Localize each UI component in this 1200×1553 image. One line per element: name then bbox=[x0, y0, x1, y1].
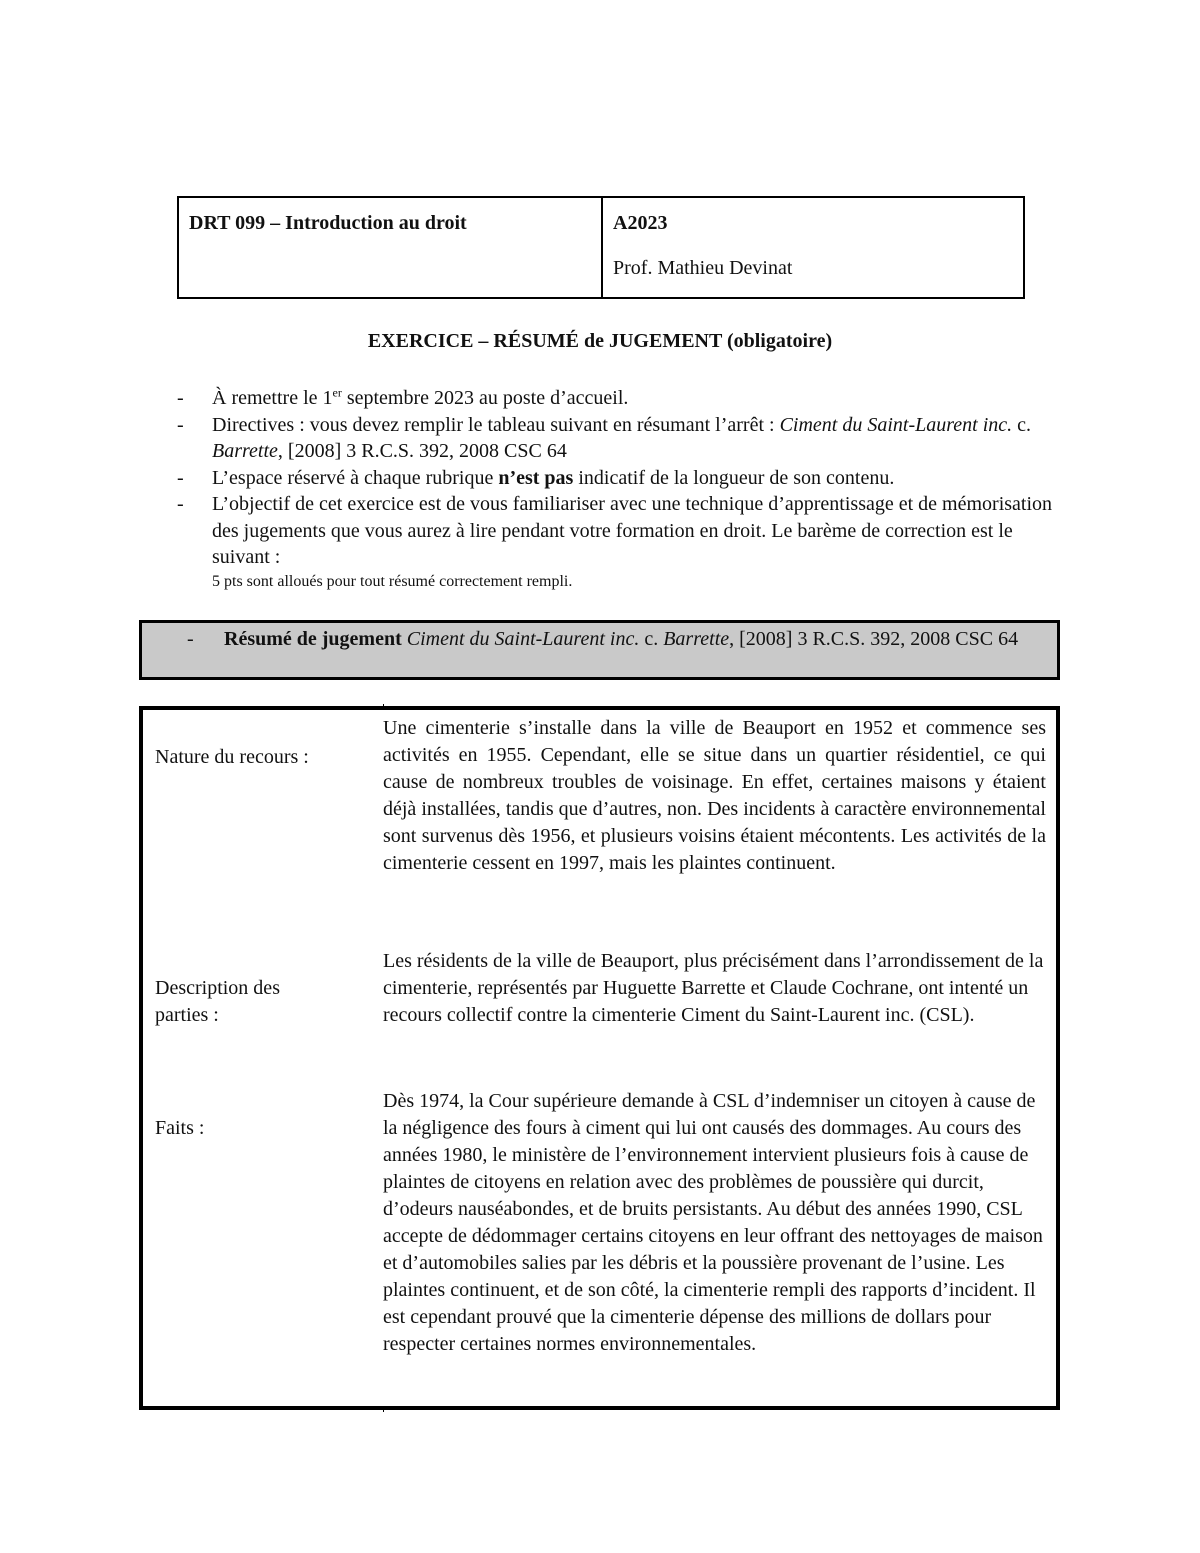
list-dash: - bbox=[177, 466, 184, 489]
list-dash: - bbox=[177, 387, 184, 409]
row-content-parties: Les résidents de la ville de Beauport, plus précisément dans l’arrondissement de la cimenterie, représentés par Huguette Barrette et Claude Cochrane, ont intenté un recours collectif contre la cimenterie Ciment du Saint-Laurent inc. (CSL). bbox=[383, 950, 1044, 1026]
instructions-text: Directives : vous devez remplir le tableau suivant en résumant l’arrêt : bbox=[212, 413, 780, 436]
directive-item-instructions bbox=[177, 412, 1067, 465]
summary-case-citation: , [2008] 3 R.C.S. 392, 2008 CSC 64 bbox=[729, 628, 1019, 650]
professor-name: Prof. Mathieu Devinat bbox=[613, 257, 793, 279]
row-label-nature: Nature du recours : bbox=[155, 746, 309, 768]
course-title: DRT 099 – Introduction au droit bbox=[189, 212, 467, 234]
ordinal-superscript: er bbox=[332, 385, 342, 400]
objective-text: L’objectif de cet exercice est de vous familiariser avec une technique d’apprentissage et de mémorisation des jugements que vous aurez à lire pendant votre formation en droit. Le barème de correction est le suivant : bbox=[212, 493, 1053, 568]
summary-banner bbox=[139, 620, 1060, 680]
list-dash: - bbox=[187, 628, 194, 650]
space-note-emphasis: n’est pas bbox=[498, 466, 574, 489]
table-row-facts bbox=[143, 1088, 1056, 1358]
exercise-title: EXERCICE – RÉSUMÉ de JUGEMENT (obligatoire) bbox=[367, 330, 833, 352]
term-professor-cell bbox=[603, 198, 1023, 297]
space-note-text: L’espace réservé à chaque rubrique bbox=[212, 466, 499, 489]
row-label-facts: Faits : bbox=[155, 1117, 205, 1139]
column-divider-bottom bbox=[383, 1406, 384, 1412]
table-row-nature bbox=[143, 715, 1056, 877]
summary-case-party-b: Barrette bbox=[663, 628, 730, 650]
summary-case-versus: c. bbox=[639, 628, 664, 650]
course-title-cell bbox=[179, 198, 603, 297]
summary-table bbox=[139, 706, 1060, 1410]
deadline-text: À remettre le 1 bbox=[212, 387, 333, 409]
row-label-parties: Description des parties : bbox=[155, 977, 280, 1026]
course-header-table bbox=[177, 196, 1025, 299]
grading-scale-note: 5 pts sont alloués pour tout résumé correctement rempli. bbox=[212, 572, 573, 590]
directive-item-deadline bbox=[177, 385, 1067, 412]
table-row-parties bbox=[143, 948, 1056, 1029]
case-versus: c. bbox=[1012, 413, 1032, 436]
row-content-nature: Une cimenterie s’installe dans la ville de Beauport en 1952 et commence ses activités en 1955. Cependant, elle se situe dans un quartier résidentiel, ce qui cause de nombreux troubles de voisinage. En effet, certaines maisons y étaient déjà installées, tandis que d’autres, non. Des incidents à caractère environnemental sont survenus dès 1956, et plusieurs voisins étaient mécontents. Les activités de la cimenterie cessent en 1997, mais les plaintes continuent. bbox=[383, 717, 1046, 874]
directive-item-space-note bbox=[177, 465, 1067, 492]
column-divider-top bbox=[383, 704, 384, 710]
summary-heading: Résumé de jugement bbox=[224, 628, 407, 650]
case-name-party-b: Barrette bbox=[212, 440, 278, 462]
deadline-text-end: septembre 2023 au poste d’accueil. bbox=[341, 387, 629, 409]
list-dash: - bbox=[177, 413, 184, 436]
case-citation: , [2008] 3 R.C.S. 392, 2008 CSC 64 bbox=[277, 440, 567, 462]
term-label: A2023 bbox=[613, 212, 668, 234]
directives-list bbox=[177, 385, 1067, 593]
list-dash: - bbox=[177, 493, 184, 515]
case-name-party-a: Ciment du Saint-Laurent inc. bbox=[779, 413, 1013, 436]
row-content-facts: Dès 1974, la Cour supérieure demande à CSL d’indemniser un citoyen à cause de la négligence des fours à ciment qui lui ont causés des dommages. Au cours des années 1980, le ministère de l’environnement intervient plusieurs fois à cause de plaintes de citoyens en relation avec des problèmes de poussière qui durcit, d’odeurs nauséabondes, et de bruits persistants. Au début des années 1990, CSL accepte de dédommager certains citoyens en leur offrant des nettoyages de maison et d’automobiles salies par les débris et la poussière provenant de l’usine. Les plaintes continuent, et de son côté, la cimenterie rempli des rapports d’incident. Il est cependant prouvé que la cimenterie dépense des millions de dollars pour respecter certaines normes environnementales. bbox=[383, 1090, 1043, 1355]
space-note-text-end: indicatif de la longueur de son contenu. bbox=[573, 466, 895, 489]
directive-item-objective bbox=[177, 491, 1067, 571]
summary-case-party-a: Ciment du Saint-Laurent inc. bbox=[406, 628, 640, 650]
